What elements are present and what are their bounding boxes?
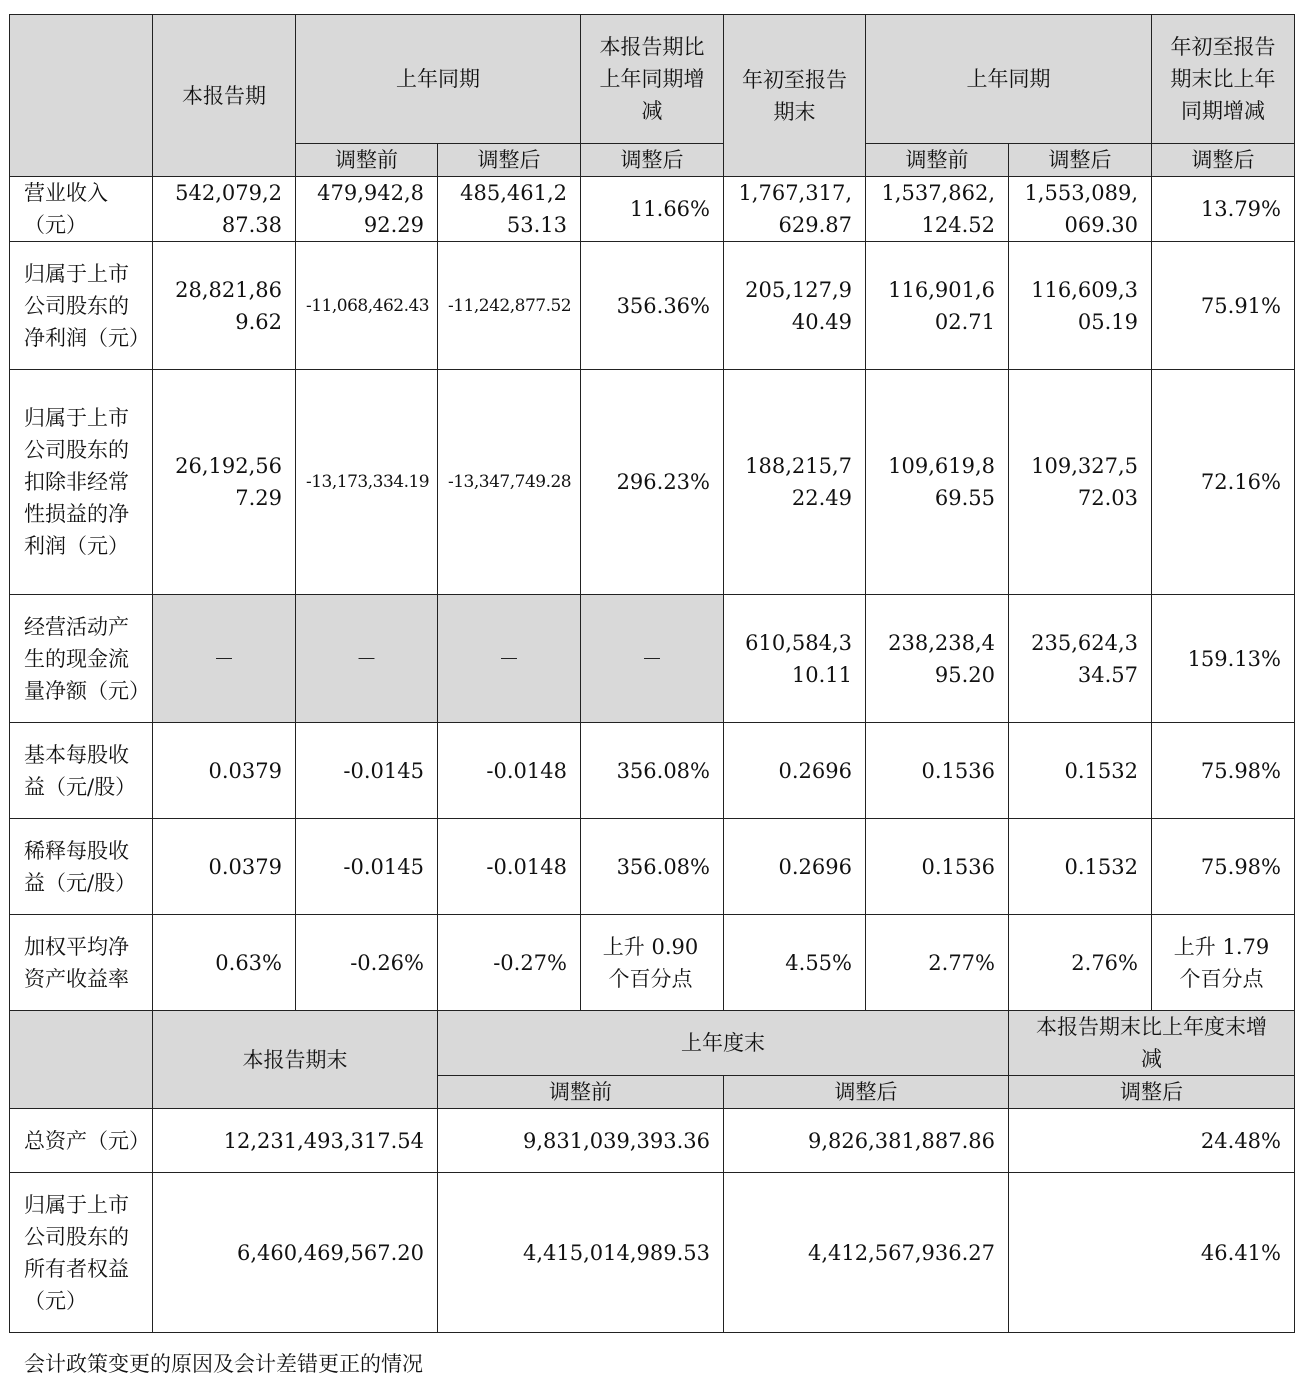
cell: 26,192,567.29 [153, 370, 296, 595]
cell: -13,173,334.19 [296, 370, 438, 595]
cell: 1,553,089,069.30 [1009, 177, 1152, 242]
cell: 0.0379 [153, 723, 296, 819]
cell: 0.2696 [724, 723, 866, 819]
table-row [10, 723, 1295, 819]
cell: 12,231,493,317.54 [153, 1109, 438, 1173]
cell: 0.1532 [1009, 723, 1152, 819]
cell: -0.0148 [438, 723, 581, 819]
table-row [10, 242, 1295, 370]
header2-period-end: 本报告期末 [153, 1011, 438, 1109]
cell: 75.98% [1152, 723, 1295, 819]
cell: 46.41% [1009, 1173, 1295, 1333]
cell: 356.08% [581, 819, 724, 915]
cell: 238,238,495.20 [866, 595, 1009, 723]
header2-before-adj: 调整前 [438, 1076, 724, 1109]
header2-change: 本报告期末比上年度末增减 [1009, 1011, 1295, 1076]
cell: -11,242,877.52 [438, 242, 581, 370]
table-row [10, 370, 1295, 595]
row-label: 稀释每股收益（元/股） [10, 819, 153, 915]
header2-blank [10, 1011, 153, 1109]
header-before-adj-2: 调整前 [866, 144, 1009, 177]
cell-na: － [153, 595, 296, 723]
row-label: 归属于上市公司股东的净利润（元） [10, 242, 153, 370]
cell: 75.98% [1152, 819, 1295, 915]
cell: 4,412,567,936.27 [724, 1173, 1009, 1333]
cell: 72.16% [1152, 370, 1295, 595]
header2-after-adj-2: 调整后 [1009, 1076, 1295, 1109]
cell: 上升 1.79 个百分点 [1152, 915, 1295, 1011]
cell: 2.77% [866, 915, 1009, 1011]
cell: 485,461,253.13 [438, 177, 581, 242]
header-after-adj-3: 调整后 [1009, 144, 1152, 177]
cell: 4.55% [724, 915, 866, 1011]
cell: 0.1536 [866, 723, 1009, 819]
cell: 356.36% [581, 242, 724, 370]
header-before-adj-1: 调整前 [296, 144, 438, 177]
cell: 1,767,317,629.87 [724, 177, 866, 242]
cell: 356.08% [581, 723, 724, 819]
cell: 159.13% [1152, 595, 1295, 723]
cell: 9,831,039,393.36 [438, 1109, 724, 1173]
cell: -0.27% [438, 915, 581, 1011]
cell: 0.1532 [1009, 819, 1152, 915]
cell: 479,942,892.29 [296, 177, 438, 242]
cell: 0.1536 [866, 819, 1009, 915]
table-row [10, 1173, 1295, 1333]
cell: 2.76% [1009, 915, 1152, 1011]
cell: -11,068,462.43 [296, 242, 438, 370]
cell: -0.0145 [296, 723, 438, 819]
header-current-period: 本报告期 [153, 15, 296, 177]
cell: 188,215,722.49 [724, 370, 866, 595]
cell: 542,079,287.38 [153, 177, 296, 242]
header-ytd-change: 年初至报告期末比上年同期增减 [1152, 15, 1295, 144]
cell-na: － [296, 595, 438, 723]
cell: 28,821,869.62 [153, 242, 296, 370]
cell: 4,415,014,989.53 [438, 1173, 724, 1333]
cell: 205,127,940.49 [724, 242, 866, 370]
cell-na: － [581, 595, 724, 723]
cell: 9,826,381,887.86 [724, 1109, 1009, 1173]
header-after-adj-4: 调整后 [1152, 144, 1295, 177]
cell: 0.2696 [724, 819, 866, 915]
header-prior-year-same-period: 上年同期 [296, 15, 581, 144]
cell: 24.48% [1009, 1109, 1295, 1173]
row-label: 总资产（元） [10, 1109, 153, 1173]
cell: 109,619,869.55 [866, 370, 1009, 595]
header2-after-adj: 调整后 [724, 1076, 1009, 1109]
financial-table [9, 14, 1295, 1333]
header-ytd-end: 年初至报告期末 [724, 15, 866, 177]
header-prior-year-same-period-2: 上年同期 [866, 15, 1152, 144]
table-row [10, 915, 1295, 1011]
header-blank [10, 15, 153, 177]
cell: 13.79% [1152, 177, 1295, 242]
row-label: 加权平均净资产收益率 [10, 915, 153, 1011]
cell: 11.66% [581, 177, 724, 242]
cell: -13,347,749.28 [438, 370, 581, 595]
table-row [10, 1109, 1295, 1173]
cell-na: － [438, 595, 581, 723]
row-label: 基本每股收益（元/股） [10, 723, 153, 819]
cell: 116,901,602.71 [866, 242, 1009, 370]
footnote: 会计政策变更的原因及会计差错更正的情况 [24, 1352, 423, 1376]
row-label: 经营活动产生的现金流量净额（元） [10, 595, 153, 723]
table-row [10, 595, 1295, 723]
row-label: 营业收入（元） [10, 177, 153, 242]
cell: 0.0379 [153, 819, 296, 915]
cell: 296.23% [581, 370, 724, 595]
row-label: 归属于上市公司股东的所有者权益（元） [10, 1173, 153, 1333]
table-row [10, 177, 1295, 242]
cell: 116,609,305.19 [1009, 242, 1152, 370]
cell: 6,460,469,567.20 [153, 1173, 438, 1333]
cell: -0.26% [296, 915, 438, 1011]
cell: 235,624,334.57 [1009, 595, 1152, 723]
header-after-adj-2: 调整后 [581, 144, 724, 177]
cell: 109,327,572.03 [1009, 370, 1152, 595]
cell: 1,537,862,124.52 [866, 177, 1009, 242]
header2-prior-year-end: 上年度末 [438, 1011, 1009, 1076]
table-row [10, 819, 1295, 915]
row-label: 归属于上市公司股东的扣除非经常性损益的净利润（元） [10, 370, 153, 595]
cell: 75.91% [1152, 242, 1295, 370]
header-change-vs-prior: 本报告期比上年同期增减 [581, 15, 724, 144]
cell: -0.0145 [296, 819, 438, 915]
cell: 610,584,310.11 [724, 595, 866, 723]
header-after-adj-1: 调整后 [438, 144, 581, 177]
cell: -0.0148 [438, 819, 581, 915]
cell: 0.63% [153, 915, 296, 1011]
cell: 上升 0.90 个百分点 [581, 915, 724, 1011]
